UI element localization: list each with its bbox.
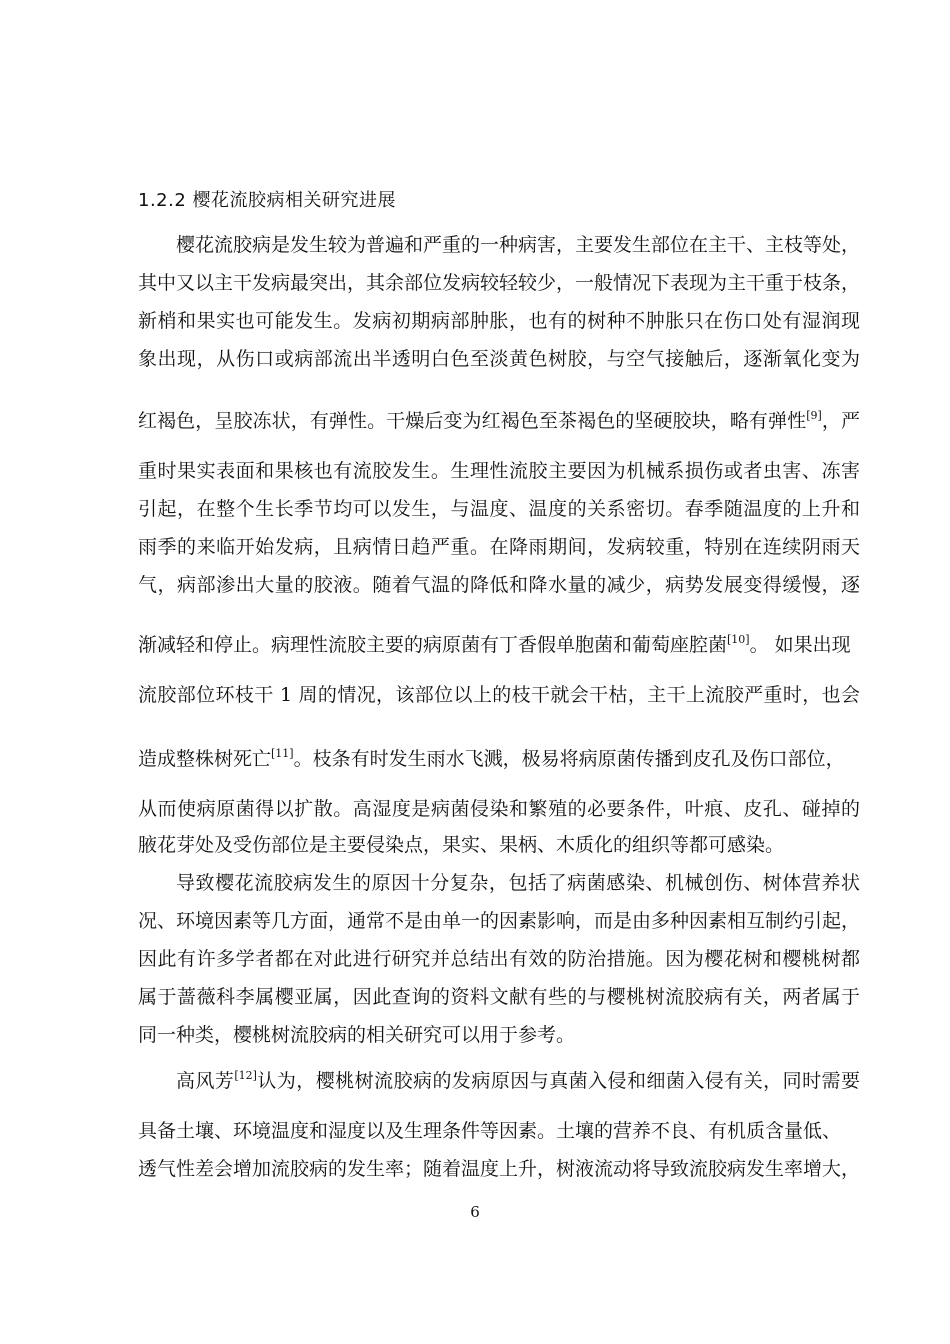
line-text: ，严 — [821, 410, 860, 432]
paragraph-line: 导致樱花流胶病发生的原因十分复杂，包括了病菌感染、机械创伤、树体营养状 — [176, 872, 860, 894]
paragraph-line — [176, 1068, 860, 1094]
paragraph-line — [138, 632, 860, 658]
line-text: 高风芳 — [176, 1070, 235, 1092]
citation-ref: [10] — [727, 633, 750, 646]
paragraph-line: 腋花芽处及受伤部位是主要侵染点，果实、果柄、木质化的组织等都可感染。 — [138, 834, 785, 856]
line-text: 红褐色，呈胶冻状，有弹性。干燥后变为红褐色至茶褐色的坚硬胶块，略有弹性 — [138, 410, 807, 432]
paragraph-line — [138, 408, 860, 434]
paragraph-line: 引起，在整个生长季节均可以发生，与温度、温度的关系密切。春季随温度的上升和 — [138, 498, 860, 520]
line-text: 。枝条有时发生雨水飞溅，极易将病原菌传播到皮孔及伤口部位， — [293, 748, 845, 770]
page-number: 6 — [470, 1203, 480, 1221]
paragraph-line: 况、环境因素等几方面，通常不是由单一的因素影响，而是由多种因素相互制约引起， — [138, 910, 860, 932]
paragraph-line: 属于蔷薇科李属樱亚属，因此查询的资料文献有些的与樱桃树流胶病有关，两者属于 — [138, 986, 860, 1008]
paragraph-line: 透气性差会增加流胶病的发生率；随着温度上升，树液流动将导致流胶病发生率增大， — [138, 1158, 860, 1180]
paragraph-line: 同一种类，樱桃树流胶病的相关研究可以用于参考。 — [138, 1024, 576, 1046]
paragraph-line: 气，病部渗出大量的胶液。随着气温的降低和降水量的减少，病势发展变得缓慢，逐 — [138, 574, 860, 596]
paragraph-line: 流胶部位环枝干 1 周的情况，该部位以上的枝干就会干枯，主干上流胶严重时，也会 — [138, 684, 860, 706]
citation-ref: [9] — [806, 409, 822, 422]
line-text: 认为，樱桃树流胶病的发病原因与真菌入侵和细菌入侵有关，同时需要 — [256, 1070, 860, 1092]
paragraph-line: 其中又以主干发病最突出，其余部位发病较轻较少，一般情况下表现为主干重于枝条， — [138, 272, 860, 294]
citation-ref: [11] — [271, 747, 294, 760]
paragraph-line: 重时果实表面和果核也有流胶发生。生理性流胶主要因为机械系损伤或者虫害、冻害 — [138, 460, 860, 482]
paragraph-line: 因此有许多学者都在对此进行研究并总结出有效的防治措施。因为樱花树和樱桃树都 — [138, 948, 860, 970]
paragraph-line: 从而使病原菌得以扩散。高湿度是病菌侵染和繁殖的必要条件，叶痕、皮孔、碰掉的 — [138, 798, 860, 820]
line-text: 。 如果出现 — [749, 634, 851, 656]
paragraph-line: 樱花流胶病是发生较为普遍和严重的一种病害，主要发生部位在主干、主枝等处， — [176, 234, 860, 256]
section-heading: 1.2.2 樱花流胶病相关研究进展 — [138, 190, 397, 211]
paragraph-line: 雨季的来临开始发病，且病情日趋严重。在降雨期间，发病较重，特别在连续阴雨天 — [138, 536, 860, 558]
line-text: 渐减轻和停止。病理性流胶主要的病原菌有丁香假单胞菌和葡萄座腔菌 — [138, 634, 728, 656]
citation-ref: [12] — [234, 1069, 257, 1082]
paragraph-line — [138, 746, 860, 772]
paragraph-line: 象出现，从伤口或病部流出半透明白色至淡黄色树胶，与空气接触后，逐渐氧化变为 — [138, 348, 860, 370]
line-text: 造成整株树死亡 — [138, 748, 272, 770]
paragraph-line: 具备土壤、环境温度和湿度以及生理条件等因素。土壤的营养不良、有机质含量低、 — [138, 1120, 842, 1142]
paragraph-line: 新梢和果实也可能发生。发病初期病部肿胀，也有的树种不肿胀只在伤口处有湿润现 — [138, 310, 860, 332]
